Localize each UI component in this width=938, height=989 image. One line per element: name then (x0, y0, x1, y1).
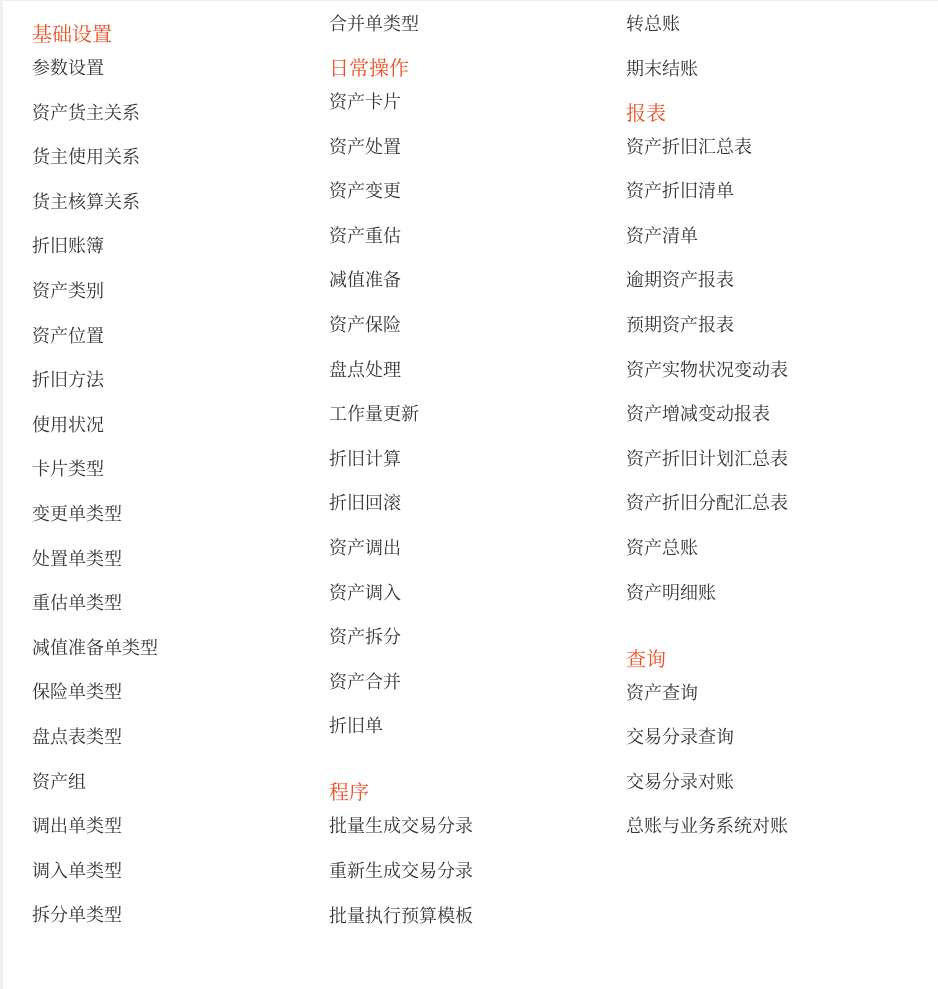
group-basic-settings (32, 22, 322, 927)
menu-item-depreciation-list[interactable]: 资产折旧清单 (626, 181, 734, 203)
section-title-daily-operations: 日常操作 (329, 56, 409, 80)
menu-item-asset-query[interactable]: 资产查询 (626, 682, 698, 704)
group-reports (626, 101, 916, 605)
menu-item-transfer-to-gl[interactable]: 转总账 (626, 14, 680, 35)
menu-item-depreciation-doc[interactable]: 折旧单 (329, 716, 383, 738)
menu-item-asset-location[interactable]: 资产位置 (32, 325, 104, 347)
menu-item-asset-change[interactable]: 资产变更 (329, 181, 401, 203)
menu-item-usage-status[interactable]: 使用状况 (32, 414, 104, 436)
menu-item-asset-disposal[interactable]: 资产处置 (329, 136, 401, 158)
menu-item-expected-asset-report[interactable]: 预期资产报表 (626, 314, 734, 336)
menu-column-2 (329, 14, 619, 928)
menu-item-asset-group[interactable]: 资产组 (32, 771, 86, 793)
menu-item-asset-revaluation[interactable]: 资产重估 (329, 225, 401, 247)
menu-item-impairment-provision[interactable]: 减值准备 (329, 270, 401, 292)
menu-item-period-end-close[interactable]: 期末结账 (626, 58, 698, 80)
menu-item-asset-insurance[interactable]: 资产保险 (329, 314, 401, 336)
menu-item-owner-usage-relation[interactable]: 货主使用关系 (32, 147, 140, 169)
menu-item-depreciation-method[interactable]: 折旧方法 (32, 370, 104, 392)
menu-item-impairment-doc-type[interactable]: 减值准备单类型 (32, 637, 158, 659)
menu-item-asset-detail-ledger[interactable]: 资产明细账 (626, 582, 716, 604)
menu-item-inventory-processing[interactable]: 盘点处理 (329, 359, 401, 381)
section-title-programs: 程序 (329, 780, 369, 805)
menu-item-asset-transfer-in[interactable]: 资产调入 (329, 582, 401, 604)
menu-item-overdue-asset-report[interactable]: 逾期资产报表 (626, 270, 734, 292)
menu-item-depreciation-allocation-summary[interactable]: 资产折旧分配汇总表 (626, 493, 788, 515)
menu-item-insurance-doc-type[interactable]: 保险单类型 (32, 682, 122, 704)
menu-item-depreciation-plan-summary[interactable]: 资产折旧计划汇总表 (626, 448, 788, 470)
menu-item-disposal-doc-type[interactable]: 处置单类型 (32, 548, 122, 570)
group-continued-daily (626, 14, 916, 81)
menu-item-entry-query[interactable]: 交易分录查询 (626, 727, 734, 749)
group-continued-basic (329, 14, 619, 36)
menu-item-asset-merge[interactable]: 资产合并 (329, 671, 401, 693)
menu-item-depreciation-calc[interactable]: 折旧计算 (329, 448, 401, 470)
menu-item-transfer-in-doc-type[interactable]: 调入单类型 (32, 860, 122, 882)
section-title-basic-settings: 基础设置 (32, 22, 112, 46)
menu-item-depreciation-summary[interactable]: 资产折旧汇总表 (626, 136, 752, 158)
menu-item-asset-split[interactable]: 资产拆分 (329, 627, 401, 649)
section-title-reports: 报表 (626, 100, 666, 125)
menu-item-asset-category[interactable]: 资产类别 (32, 280, 104, 302)
menu-item-increase-decrease-report[interactable]: 资产增减变动报表 (626, 404, 770, 426)
menu-item-regenerate-entries[interactable]: 重新生成交易分录 (329, 860, 473, 882)
menu-item-batch-generate-entries[interactable]: 批量生成交易分录 (329, 816, 473, 838)
menu-item-physical-status-change[interactable]: 资产实物状况变动表 (626, 359, 788, 381)
menu-item-depreciation-rollback[interactable]: 折旧回滚 (329, 493, 401, 515)
group-queries (626, 647, 916, 839)
menu-column-3 (626, 14, 916, 838)
menu-item-card-type[interactable]: 卡片类型 (32, 459, 104, 481)
menu-item-gl-business-reconciliation[interactable]: 总账与业务系统对账 (626, 816, 788, 838)
menu-item-revaluation-doc-type[interactable]: 重估单类型 (32, 593, 122, 615)
menu-item-batch-run-budget-template[interactable]: 批量执行预算模板 (329, 905, 473, 927)
menu-item-asset-general-ledger[interactable]: 资产总账 (626, 537, 698, 559)
group-programs (329, 780, 619, 927)
left-border (0, 0, 3, 989)
menu-item-split-doc-type[interactable]: 拆分单类型 (32, 905, 122, 927)
menu-item-owner-accounting-relation[interactable]: 货主核算关系 (32, 191, 140, 213)
menu-item-depreciation-book[interactable]: 折旧账簿 (32, 236, 104, 258)
group-daily-operations (329, 56, 619, 738)
section-title-queries: 查询 (626, 646, 666, 671)
menu-item-param-settings[interactable]: 参数设置 (32, 58, 104, 79)
top-border (0, 0, 938, 1)
menu-item-asset-card[interactable]: 资产卡片 (329, 92, 401, 113)
menu-item-change-doc-type[interactable]: 变更单类型 (32, 503, 122, 525)
menu-item-asset-transfer-out[interactable]: 资产调出 (329, 537, 401, 559)
menu-item-asset-list[interactable]: 资产清单 (626, 225, 698, 247)
menu-item-workload-update[interactable]: 工作量更新 (329, 404, 419, 426)
menu-item-transfer-out-doc-type[interactable]: 调出单类型 (32, 816, 122, 838)
menu-item-entry-reconciliation[interactable]: 交易分录对账 (626, 771, 734, 793)
menu-column-1 (32, 22, 322, 927)
menu-item-inventory-sheet-type[interactable]: 盘点表类型 (32, 726, 122, 748)
menu-item-merge-doc-type[interactable]: 合并单类型 (329, 14, 419, 35)
menu-item-asset-owner-relation[interactable]: 资产货主关系 (32, 102, 140, 124)
